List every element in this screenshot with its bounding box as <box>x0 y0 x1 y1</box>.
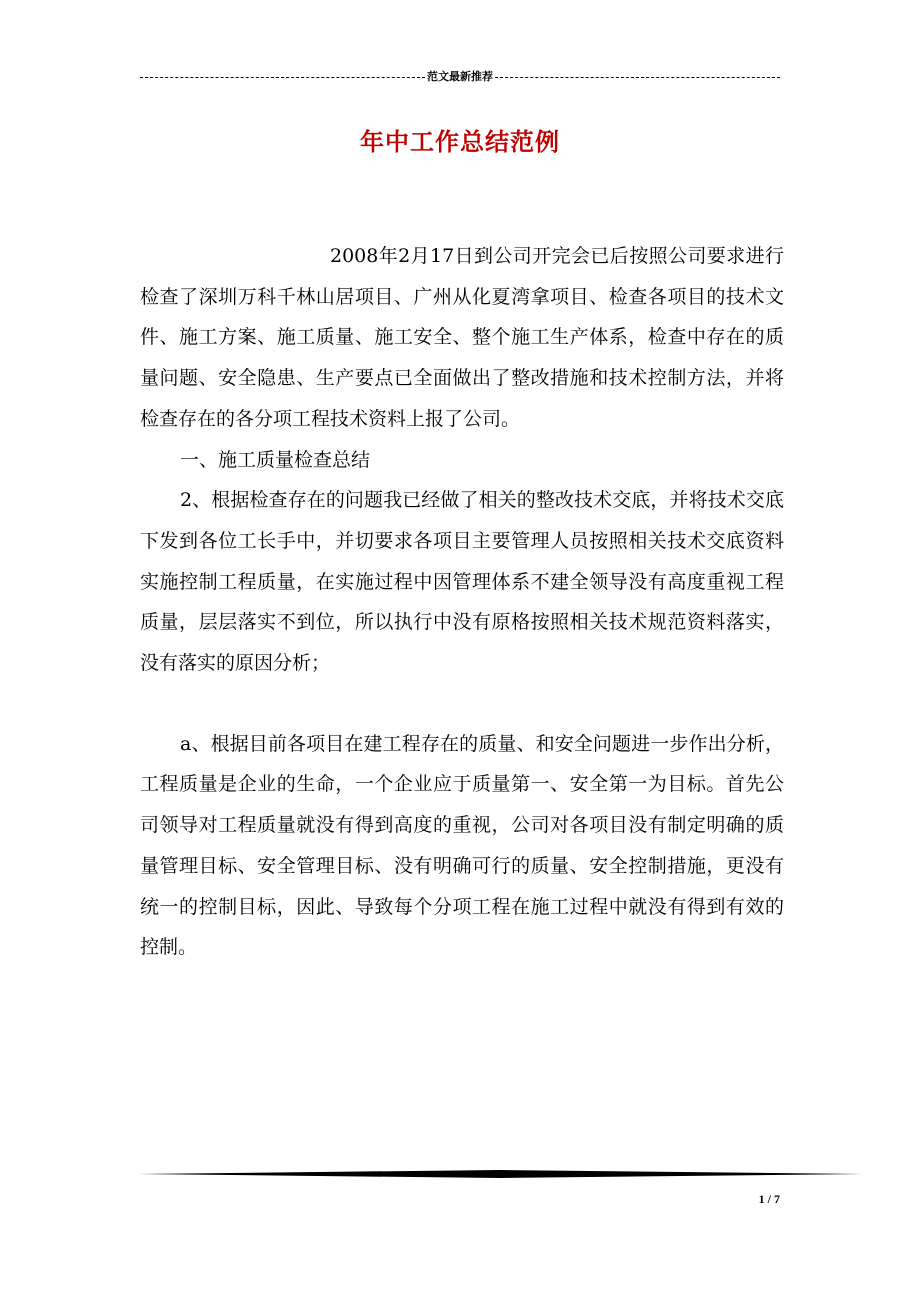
footer-divider <box>138 1170 863 1178</box>
document-body <box>140 236 784 968</box>
document-title: 年中工作总结范例 <box>360 127 560 156</box>
paragraph-spacer <box>140 684 784 724</box>
paragraph-item-a: a、根据目前各项目在建工程存在的质量、和安全问题进一步作出分析，工程质量是企业的生命，一个企业应于质量第一、安全第一为目标。首先公司领导对工程质量就没有得到高度的重视，公司对各项目没有制定明确的质量管理目标、安全管理目标、没有明确可行的质量、安全控制措施，更没有统一的控制目标，因此、导致每个分项工程在施工过程中就没有得到有效的控制。 <box>140 732 784 959</box>
header-dash-right <box>495 77 780 78</box>
header-dash-left <box>140 77 425 78</box>
section-heading: 一、施工质量检查总结 <box>180 448 371 471</box>
page-number: 1 / 7 <box>758 1192 780 1206</box>
paragraph-item-2: 2、根据检查存在的问题我已经做了相关的整改技术交底，并将技术交底下发到各位工长手中，并切要求各项目主要管理人员按照相关技术交底资料实施控制工程质量，在实施过程中因管理体系不建全领导没有高度重视工程质量，层层落实不到位，所以执行中没有原格按照相关技术规范资料落实，没有落实的原因分析； <box>140 489 784 675</box>
paragraph-intro: 2008年2月17日到公司开完会已后按照公司要求进行检查了深圳万科千林山居项目、广州从化夏湾拿项目、检查各项目的技术文件、施工方案、施工质量、施工安全、整个施工生产体系，检查中存在的质量问题、安全隐患、生产要点已全面做出了整改措施和技术控制方法，并将检查存在的各分项工程技术资料上报了公司。 <box>140 245 784 430</box>
header-label: 范文最新推荐 <box>427 70 493 83</box>
page-header <box>140 68 780 86</box>
